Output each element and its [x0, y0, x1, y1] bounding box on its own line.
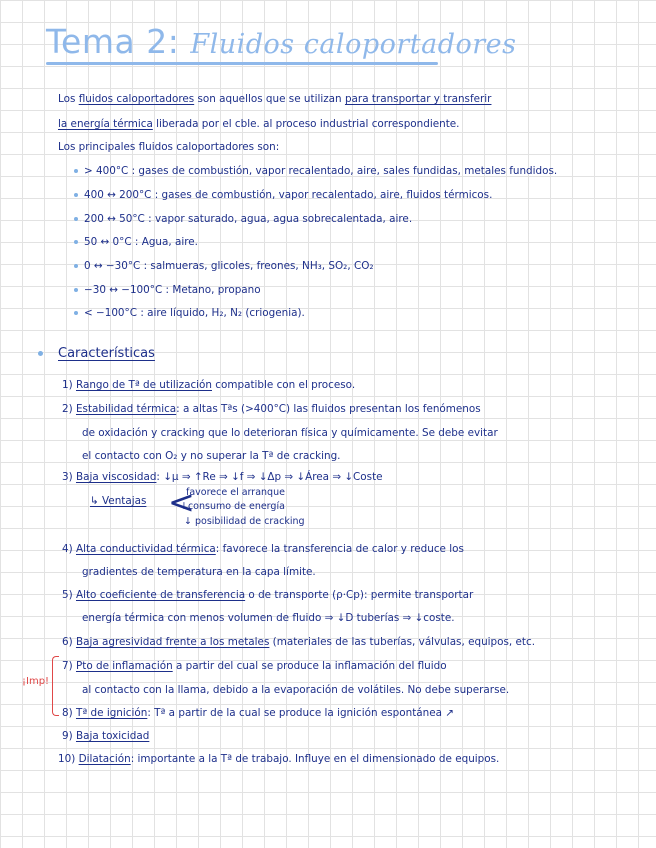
item-text: : Tª a partir de la cual se produce la ignición espontánea ↗	[147, 707, 455, 719]
item-heading: Baja viscosidad	[75, 471, 157, 483]
page-title	[46, 22, 517, 61]
item-number: 7)	[62, 660, 73, 672]
range-text: : gases de combustión, vapor recalentado, aire, fluidos térmicos.	[154, 189, 493, 201]
intro-line-3: Los principales fluidos caloportadores son:	[58, 141, 280, 153]
range-label: 50 ↔ 0°C	[84, 236, 132, 248]
ventaja-item: ↓consumo de energía	[180, 501, 285, 512]
range-label: 400 ↔ 200°C	[84, 189, 152, 201]
range-text: : vapor saturado, agua, agua sobrecalentada, aire.	[148, 213, 413, 225]
bullet-dot	[74, 288, 78, 292]
intro-highlight: la energía térmica	[58, 118, 153, 130]
brace-symbol: <	[168, 483, 195, 521]
bullet-dot	[74, 169, 78, 173]
range-label: −30 ↔ −100°C	[84, 284, 163, 296]
item-continuation: energía térmica con menos volumen de fluido ⇒ ↓D tuberías ⇒ ↓coste.	[82, 612, 455, 624]
item-continuation: el contacto con O₂ y no superar la Tª de cracking.	[82, 450, 341, 462]
title-main: Tema 2	[46, 22, 168, 61]
range-label: 0 ↔ −30°C	[84, 260, 141, 272]
intro-text: son aquellos que se utilizan	[194, 93, 345, 105]
item-continuation: al contacto con la llama, debido a la evaporación de volátiles. No debe superarse.	[82, 684, 510, 696]
range-text: : aire líquido, H₂, N₂ (criogenia).	[140, 307, 305, 319]
item-text: : importante a la Tª de trabajo. Influye en el dimensionado de equipos.	[130, 753, 500, 765]
bullet-dot	[74, 193, 78, 197]
ventaja-item: ↓ posibilidad de cracking	[184, 516, 305, 527]
item-number: 9)	[62, 730, 73, 742]
bullet-dot	[74, 311, 78, 315]
title-separator: :	[167, 22, 180, 61]
range-item	[74, 259, 374, 273]
intro-text: liberada por el cble. al proceso industrial correspondiente.	[152, 118, 460, 130]
bullet-dot	[74, 240, 78, 244]
range-item	[74, 283, 261, 297]
item-text: : favorece la transferencia de calor y reduce los	[215, 543, 464, 555]
range-label: < −100°C	[84, 307, 137, 319]
ventajas-label	[90, 494, 146, 508]
title-subtitle: Fluidos caloportadores	[190, 29, 517, 60]
ventaja-item: favorece el arranque	[186, 487, 285, 498]
item-heading: Estabilidad térmica	[75, 403, 177, 415]
range-item	[74, 188, 492, 202]
item-text: : ↓μ ⇒ ↑Re ⇒ ↓f ⇒ ↓Δp ⇒ ↓Área ⇒ ↓Coste	[156, 471, 383, 483]
characteristic-item	[62, 588, 473, 602]
range-item	[74, 235, 198, 249]
characteristic-item	[62, 470, 383, 484]
range-text: : gases de combustión, vapor recalentado, aire, sales fundidas, metales fundidos.	[131, 165, 558, 177]
item-continuation: gradientes de temperatura en la capa límite.	[82, 566, 316, 578]
item-text: a partir del cual se produce la inflamación del fluido	[172, 660, 447, 672]
section-bullet	[38, 351, 43, 356]
range-text: : Metano, propano	[165, 284, 261, 296]
characteristic-item	[58, 752, 499, 766]
item-heading: Baja toxicidad	[75, 730, 150, 742]
range-label: > 400°C	[84, 165, 129, 177]
item-text: (materiales de las tuberías, válvulas, equipos, etc.	[269, 636, 535, 648]
item-continuation: de oxidación y cracking que lo deterioran física y químicamente. Se debe evitar	[82, 427, 498, 439]
item-number: 3)	[62, 471, 73, 483]
intro-highlight: fluidos caloportadores	[78, 93, 195, 105]
intro-line-2	[58, 117, 459, 131]
important-bracket	[52, 656, 59, 716]
bullet-dot	[74, 264, 78, 268]
range-text: : salmueras, glicoles, freones, NH₃, SO₂, CO₂	[143, 260, 374, 272]
range-text: : Agua, aire.	[134, 236, 198, 248]
characteristic-item	[62, 378, 355, 392]
characteristic-item	[62, 729, 149, 743]
item-text: : a altas Tªs (>400°C) las fluidos presentan los fenómenos	[176, 403, 481, 415]
item-heading: Rango de Tª de utilización	[75, 379, 212, 391]
intro-highlight: para transportar y transferir	[344, 93, 492, 105]
item-number: 2)	[62, 403, 73, 415]
item-number: 5)	[62, 589, 73, 601]
item-number: 4)	[62, 543, 73, 555]
item-heading: Tª de ignición	[75, 707, 148, 719]
item-text: compatible con el proceso.	[212, 379, 356, 391]
item-number: 10)	[58, 753, 76, 765]
item-text: o de transporte (ρ·Cp): permite transportar	[245, 589, 474, 601]
section-heading: Características	[58, 346, 155, 361]
intro-text: Los	[58, 93, 79, 105]
bullet-dot	[74, 217, 78, 221]
range-item	[74, 164, 557, 178]
characteristic-item	[62, 706, 454, 720]
ventajas-text: ↳ Ventajas	[90, 495, 147, 507]
range-label: 200 ↔ 50°C	[84, 213, 145, 225]
range-item	[74, 306, 305, 320]
item-heading: Alto coeficiente de transferencia	[75, 589, 246, 601]
characteristic-item	[62, 402, 481, 416]
item-heading: Pto de inflamación	[75, 660, 173, 672]
item-number: 8)	[62, 707, 73, 719]
range-item	[74, 212, 412, 226]
important-note: ¡Imp!	[22, 676, 50, 687]
item-heading: Alta conductividad térmica	[75, 543, 216, 555]
title-underline	[46, 62, 438, 65]
characteristic-item	[62, 659, 447, 673]
intro-line-1	[58, 92, 491, 106]
characteristic-item	[62, 635, 535, 649]
item-number: 1)	[62, 379, 73, 391]
characteristic-item	[62, 542, 464, 556]
item-number: 6)	[62, 636, 73, 648]
item-heading: Baja agresividad frente a los metales	[75, 636, 270, 648]
item-heading: Dilatación	[78, 753, 131, 765]
